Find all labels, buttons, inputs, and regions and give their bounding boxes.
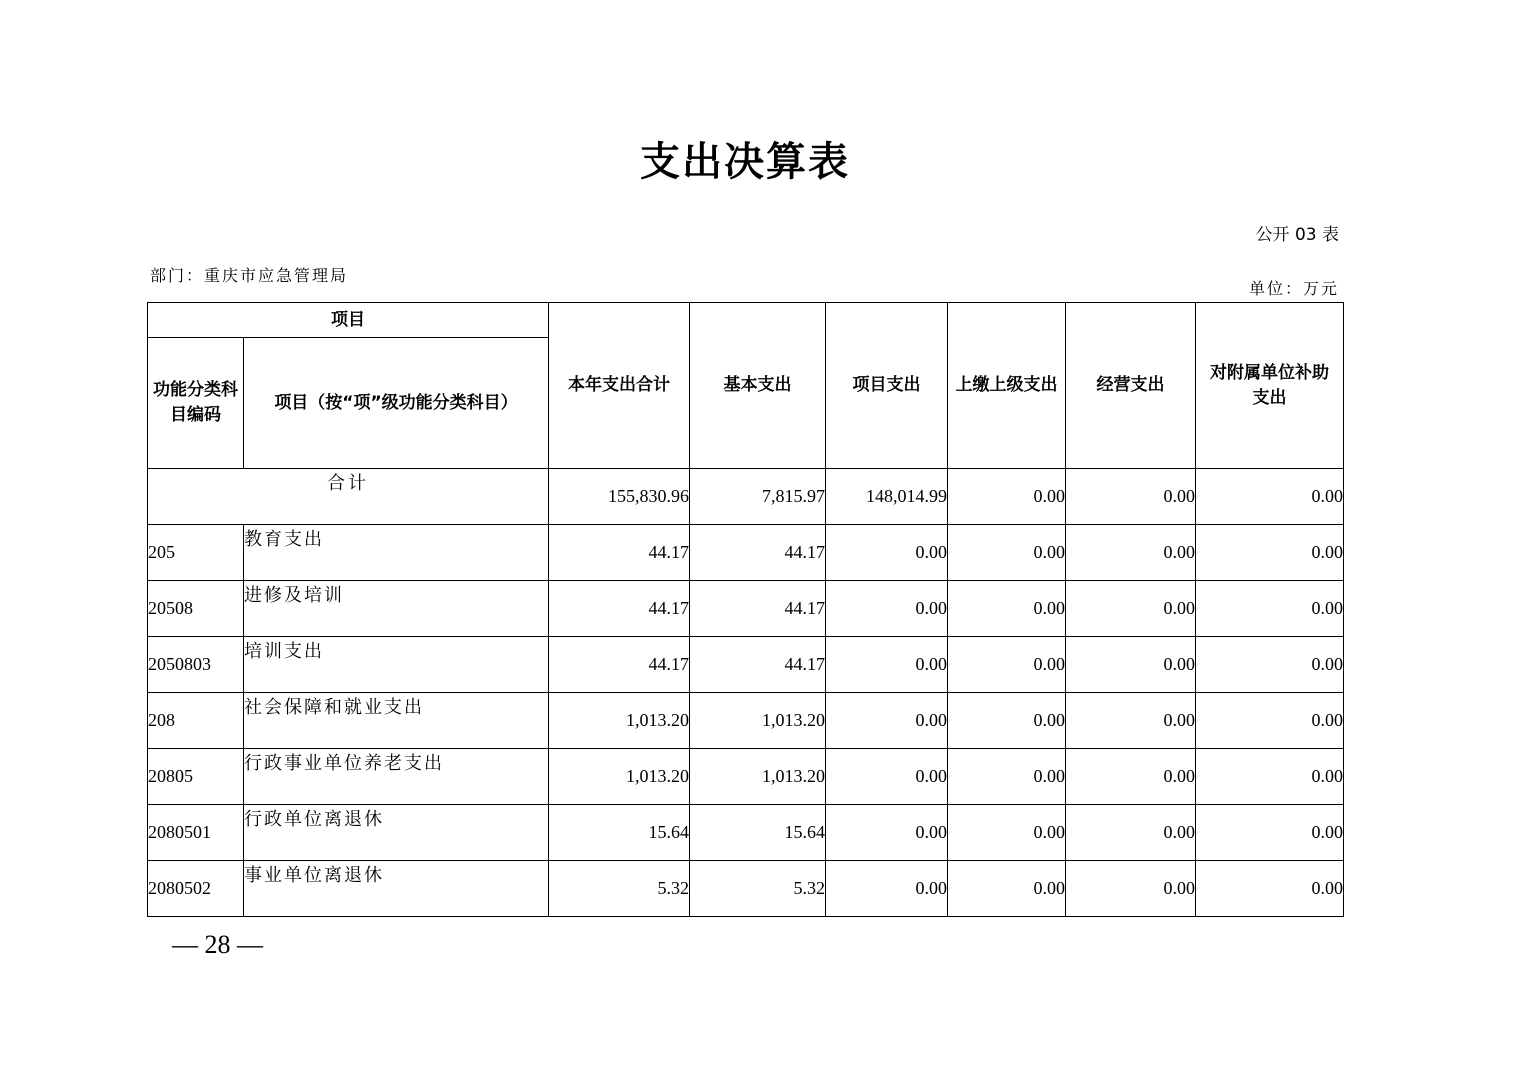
header-name: 项目（按“项”级功能分类科目）	[244, 338, 549, 469]
cell-name: 教育支出	[244, 525, 549, 581]
cell-business: 0.00	[1066, 861, 1196, 917]
cell-project: 0.00	[826, 637, 948, 693]
cell-business: 0.00	[1066, 693, 1196, 749]
cell-basic: 1,013.20	[690, 693, 826, 749]
cell-business: 0.00	[1066, 637, 1196, 693]
cell-code: 2050803	[148, 637, 244, 693]
cell-name: 社会保障和就业支出	[244, 693, 549, 749]
total-cell-upper: 0.00	[948, 469, 1066, 525]
cell-project: 0.00	[826, 581, 948, 637]
header-business: 经营支出	[1066, 303, 1196, 469]
header-code: 功能分类科目编码	[148, 338, 244, 469]
cell-total: 44.17	[549, 581, 690, 637]
total-cell-subsidy: 0.00	[1196, 469, 1344, 525]
cell-upper: 0.00	[948, 805, 1066, 861]
cell-upper: 0.00	[948, 861, 1066, 917]
cell-upper: 0.00	[948, 693, 1066, 749]
total-row	[148, 469, 1344, 525]
total-label: 合计	[148, 469, 549, 525]
cell-basic: 44.17	[690, 637, 826, 693]
form-number: 公开 03 表	[1255, 225, 1339, 245]
cell-name: 行政单位离退休	[244, 805, 549, 861]
cell-total: 44.17	[549, 637, 690, 693]
cell-code: 2080502	[148, 861, 244, 917]
cell-subsidy: 0.00	[1196, 693, 1344, 749]
cell-business: 0.00	[1066, 749, 1196, 805]
header-project: 项目支出	[826, 303, 948, 469]
header-subsidy: 对附属单位补助支出	[1196, 303, 1344, 469]
cell-project: 0.00	[826, 749, 948, 805]
cell-total: 15.64	[549, 805, 690, 861]
cell-name: 进修及培训	[244, 581, 549, 637]
cell-code: 208	[148, 693, 244, 749]
cell-total: 5.32	[549, 861, 690, 917]
table-row	[148, 525, 1344, 581]
cell-upper: 0.00	[948, 637, 1066, 693]
cell-subsidy: 0.00	[1196, 637, 1344, 693]
table-row	[148, 581, 1344, 637]
header-upper: 上缴上级支出	[948, 303, 1066, 469]
unit-label: 单位：万元	[1248, 279, 1339, 298]
table-row	[148, 805, 1344, 861]
table-row	[148, 749, 1344, 805]
total-cell-basic: 7,815.97	[690, 469, 826, 525]
cell-total: 1,013.20	[549, 693, 690, 749]
cell-subsidy: 0.00	[1196, 861, 1344, 917]
total-cell-total: 155,830.96	[549, 469, 690, 525]
cell-basic: 5.32	[690, 861, 826, 917]
table-row	[148, 861, 1344, 917]
cell-business: 0.00	[1066, 581, 1196, 637]
cell-basic: 1,013.20	[690, 749, 826, 805]
cell-upper: 0.00	[948, 581, 1066, 637]
cell-total: 1,013.20	[549, 749, 690, 805]
expenditure-table	[147, 302, 1344, 917]
page-number: — 28 —	[172, 930, 263, 959]
cell-project: 0.00	[826, 805, 948, 861]
cell-code: 20508	[148, 581, 244, 637]
cell-code: 205	[148, 525, 244, 581]
cell-code: 20805	[148, 749, 244, 805]
cell-subsidy: 0.00	[1196, 581, 1344, 637]
cell-name: 行政事业单位养老支出	[244, 749, 549, 805]
cell-business: 0.00	[1066, 525, 1196, 581]
header-total: 本年支出合计	[549, 303, 690, 469]
cell-name: 培训支出	[244, 637, 549, 693]
cell-subsidy: 0.00	[1196, 805, 1344, 861]
cell-upper: 0.00	[948, 525, 1066, 581]
header-item-group: 项目	[148, 303, 549, 338]
cell-upper: 0.00	[948, 749, 1066, 805]
total-cell-project: 148,014.99	[826, 469, 948, 525]
cell-code: 2080501	[148, 805, 244, 861]
cell-subsidy: 0.00	[1196, 749, 1344, 805]
cell-subsidy: 0.00	[1196, 525, 1344, 581]
table-row	[148, 693, 1344, 749]
total-cell-business: 0.00	[1066, 469, 1196, 525]
cell-basic: 44.17	[690, 525, 826, 581]
cell-basic: 15.64	[690, 805, 826, 861]
header-basic: 基本支出	[690, 303, 826, 469]
cell-project: 0.00	[826, 861, 948, 917]
cell-name: 事业单位离退休	[244, 861, 549, 917]
cell-project: 0.00	[826, 693, 948, 749]
cell-basic: 44.17	[690, 581, 826, 637]
cell-business: 0.00	[1066, 805, 1196, 861]
cell-project: 0.00	[826, 525, 948, 581]
department-label: 部门：重庆市应急管理局	[150, 266, 349, 285]
table-row	[148, 637, 1344, 693]
page-title: 支出决算表	[640, 138, 850, 185]
cell-total: 44.17	[549, 525, 690, 581]
